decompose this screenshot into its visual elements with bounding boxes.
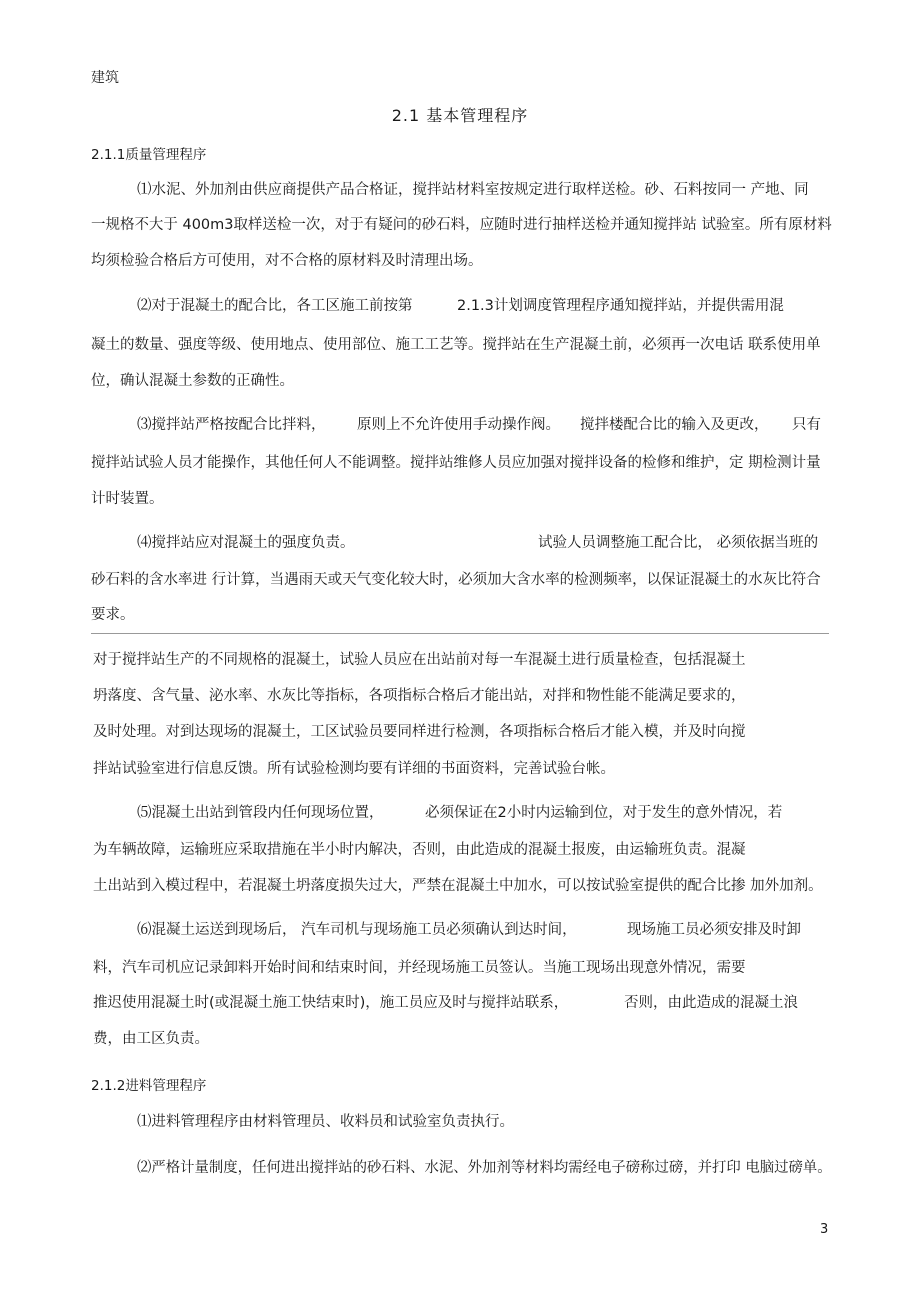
- paragraph-line: ⑴进料管理程序由材料管理员、收料员和试验室负责执行。: [137, 1114, 514, 1130]
- paragraph-line: ⑵对于混凝土的配合比，各工区施工前按第: [137, 298, 413, 314]
- paragraph-line: ⑹混凝土运送到现场后， 汽车司机与现场施工员必须确认到达时间，: [137, 922, 577, 938]
- paragraph-line: 一规格不大于 400m3取样送检一次，对于有疑问的砂石料，应随时进行抽样送检并通知搅拌站 试验室。所有原材料: [91, 217, 832, 233]
- paragraph-line: 料，汽车司机应记录卸料开始时间和结束时间，并经现场施工员签认。当施工现场出现意外情况，需要: [93, 960, 746, 976]
- paragraph-line: 凝土的数量、强度等级、使用地点、使用部位、施工工艺等。搅拌站在生产混凝土前，必须再一次电话 联系使用单: [91, 337, 821, 353]
- paragraph-line: 位，确认混凝土参数的正确性。: [91, 373, 294, 389]
- paragraph-line: 坍落度、含气量、泌水率、水灰比等指标，各项指标合格后才能出站，对拌和物性能不能满足要求的，: [93, 688, 746, 704]
- paragraph-line: 推迟使用混凝土时(或混凝土施工快结束时)，施工员应及时与搅拌站联系，: [93, 995, 569, 1011]
- subsection-heading-intake: 2.1.2进料管理程序: [91, 1078, 207, 1094]
- paragraph-line: 费，由工区负责。: [93, 1031, 209, 1047]
- paragraph-line-continued: 现场施工员必须安排及时卸: [627, 922, 801, 938]
- paragraph-line-continued: 搅拌楼配合比的输入及更改，: [580, 417, 769, 433]
- paragraph-line: 及时处理。对到达现场的混凝土，工区试验员要同样进行检测，各项指标合格后才能入模，并及时向搅: [93, 724, 746, 740]
- paragraph-line: 拌站试验室进行信息反馈。所有试验检测均要有详细的书面资料，完善试验台帐。: [93, 761, 615, 777]
- paragraph-line: 对于搅拌站生产的不同规格的混凝土，试验人员应在出站前对每一车混凝土进行质量检查，包括混凝土: [93, 652, 746, 668]
- paragraph-line: ⑴水泥、外加剂由供应商提供产品合格证，搅拌站材料室按规定进行取样送检。砂、石料按同一 产地、同: [137, 182, 809, 198]
- paragraph-line: ⑷搅拌站应对混凝土的强度负责。: [137, 535, 355, 551]
- paragraph-line-continued: 试验人员调整施工配合比， 必须依据当班的: [538, 535, 819, 551]
- running-header: 建筑: [91, 70, 119, 86]
- horizontal-divider: [91, 633, 829, 634]
- section-title: 2.1 基本管理程序: [391, 106, 529, 125]
- paragraph-line-continued: 只有: [792, 417, 821, 433]
- paragraph-line-continued: 原则上不允许使用手动操作阀。: [357, 417, 560, 433]
- paragraph-line: 砂石料的含水率进 行计算，当遇雨天或天气变化较大时，必须加大含水率的检测频率，以保证混凝土的水灰比符合: [91, 572, 821, 588]
- paragraph-line: ⑶搅拌站严格按配合比拌料，: [137, 417, 326, 433]
- paragraph-line: ⑵严格计量制度，任何进出搅拌站的砂石料、水泥、外加剂等材料均需经电子磅称过磅，并打印 电脑过磅单。: [137, 1160, 832, 1176]
- paragraph-line-continued: 2.1.3计划调度管理程序通知搅拌站，并提供需用混: [457, 298, 784, 314]
- paragraph-line: 搅拌站试验人员才能操作，其他任何人不能调整。搅拌站维修人员应加强对搅拌设备的检修和维护，定 期检测计量: [91, 455, 821, 471]
- paragraph-line: ⑸混凝土出站到管段内任何现场位置，: [137, 805, 384, 821]
- paragraph-line: 要求。: [91, 607, 135, 623]
- paragraph-line-continued: 否则，由此造成的混凝土浪: [624, 995, 798, 1011]
- paragraph-line: 为车辆故障，运输班应采取措施在半小时内解决，否则，由此造成的混凝土报废，由运输班负责。混凝: [93, 842, 746, 858]
- paragraph-line: 计时装置。: [91, 491, 164, 507]
- subsection-heading-quality: 2.1.1质量管理程序: [91, 147, 207, 163]
- paragraph-line-continued: 必须保证在2小时内运输到位，对于发生的意外情况，若: [425, 805, 783, 821]
- paragraph-line: 土出站到入模过程中，若混凝土坍落度损失过大，严禁在混凝土中加水，可以按试验室提供的配合比掺 加外加剂。: [93, 878, 823, 894]
- paragraph-line: 均须检验合格后方可使用，对不合格的原材料及时清理出场。: [91, 253, 483, 269]
- page-number: 3: [820, 1222, 829, 1237]
